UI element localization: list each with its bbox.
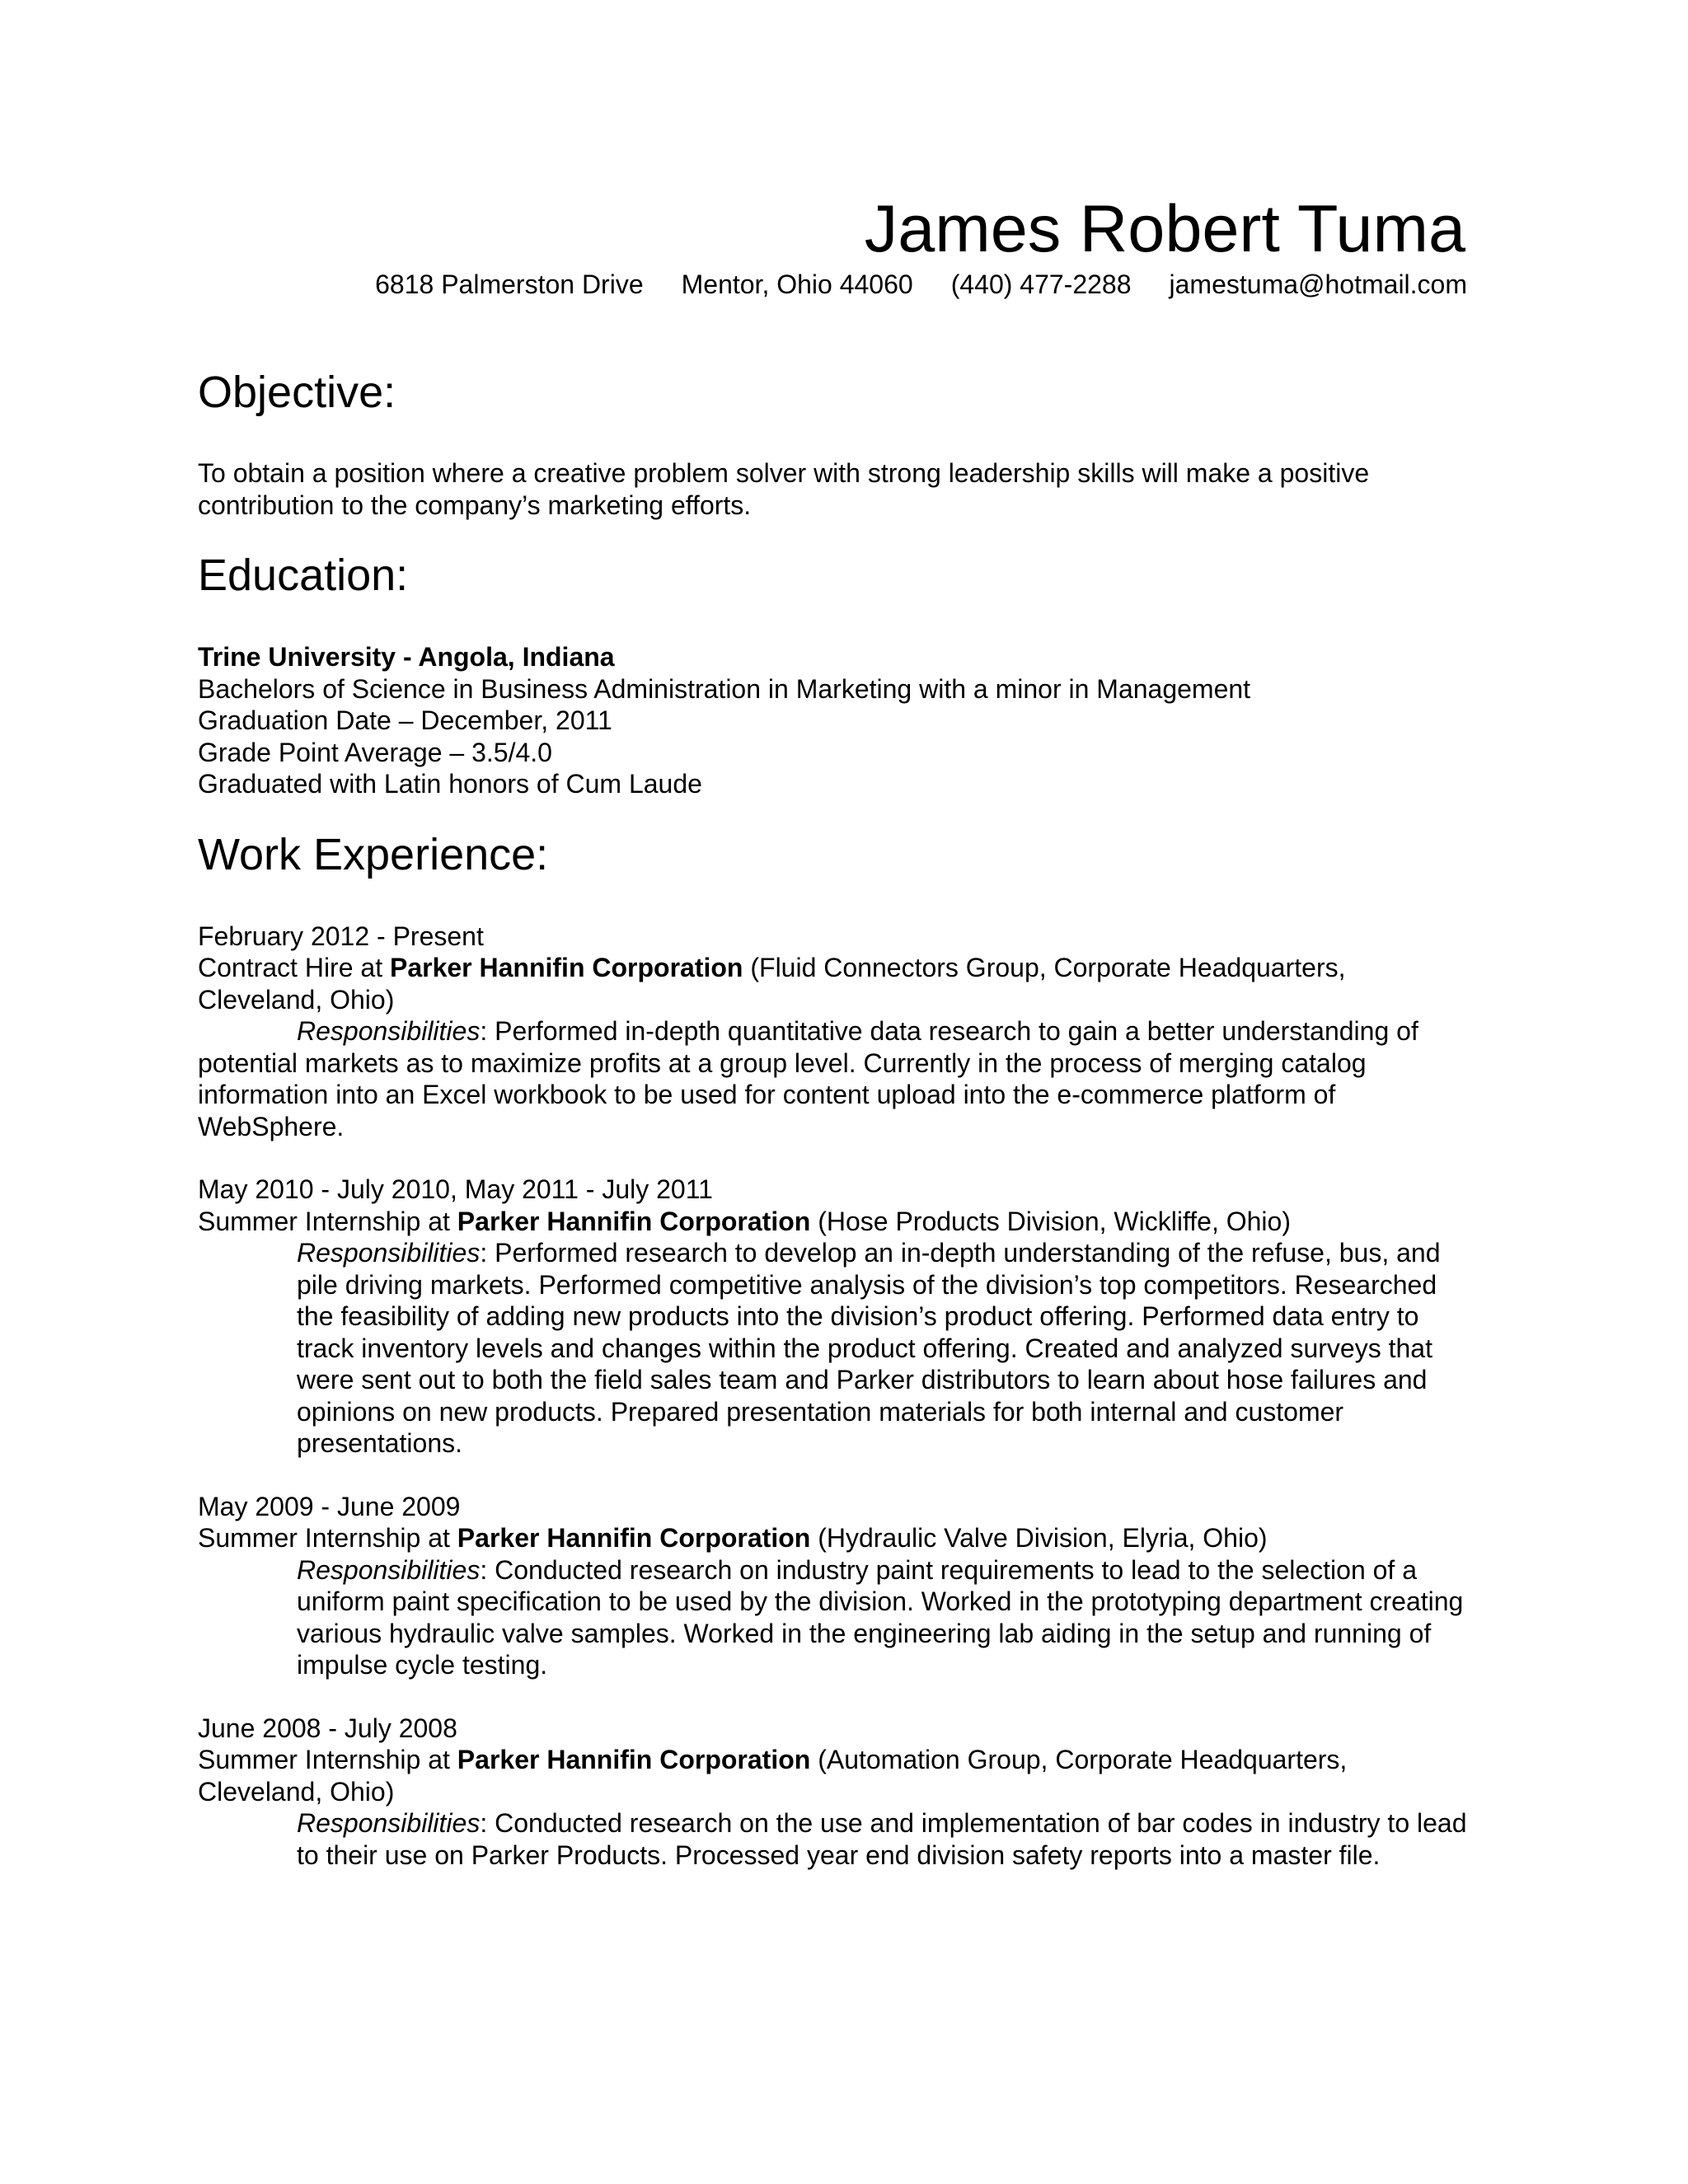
work-entry-company: Parker Hannifin Corporation — [389, 953, 743, 982]
work-entry — [198, 1174, 1467, 1460]
work-entry-role-prefix: Contract Hire at — [198, 953, 390, 982]
work-entry-role — [198, 1206, 1467, 1238]
work-entry-company: Parker Hannifin Corporation — [457, 1206, 811, 1236]
work-entry-company: Parker Hannifin Corporation — [457, 1745, 811, 1774]
responsibilities-text: : Conducted research on industry paint requirements to lead to the selection of a uniform paint specification to be used by the division. Worked in the prototyping department creating various hydraulic valve samples. Worked in the engineering lab aiding in the setup and running of impulse cycle testing. — [297, 1554, 1464, 1680]
work-entry-role — [198, 1522, 1467, 1554]
work-entry-details: (Automation Group, Corporate Headquarters, Cleveland, Ohio) — [198, 1745, 1348, 1807]
education-graduation-date: Graduation Date – December, 2011 — [198, 705, 612, 735]
work-entry — [198, 921, 1467, 1143]
work-entry-details: (Fluid Connectors Group, Corporate Headquarters, Cleveland, Ohio) — [198, 953, 1346, 1015]
work-entry — [198, 1491, 1467, 1681]
work-entry-role-prefix: Summer Internship at — [198, 1745, 457, 1774]
work-entry-responsibilities — [198, 1015, 1467, 1142]
responsibilities-label: Responsibilities — [297, 1016, 481, 1046]
work-entry-role — [198, 1744, 1467, 1807]
contact-email: jamestuma@hotmail.com — [1169, 269, 1467, 299]
responsibilities-label: Responsibilities — [297, 1238, 481, 1268]
work-entry-role-prefix: Summer Internship at — [198, 1206, 457, 1236]
education-section — [198, 549, 1467, 800]
work-entry-responsibilities — [198, 1807, 1467, 1871]
responsibilities-label: Responsibilities — [297, 1808, 481, 1838]
education-heading: Education: — [198, 551, 409, 600]
work-entry-company: Parker Hannifin Corporation — [457, 1523, 811, 1553]
objective-heading: Objective: — [198, 368, 396, 417]
work-entry — [198, 1713, 1467, 1872]
education-honors: Graduated with Latin honors of Cum Laude — [198, 769, 702, 799]
work-entry-dates: May 2010 - July 2010, May 2011 - July 2011 — [198, 1174, 713, 1204]
responsibilities-text: : Performed in-depth quantitative data research to gain a better understanding of potential markets as to maximize profits at a group level. Currently in the process of merging catalog information into an Excel workbook to be used for content upload into the e-commerce platform of WebSphere. — [198, 1016, 1418, 1141]
work-entries — [198, 921, 1467, 1872]
work-entry-dates: February 2012 - Present — [198, 921, 484, 951]
work-heading: Work Experience: — [198, 829, 549, 879]
education-degree: Bachelors of Science in Business Administration in Marketing with a minor in Management — [198, 673, 1251, 704]
contact-line — [198, 268, 1467, 301]
contact-street: 6818 Palmerston Drive — [375, 269, 644, 299]
resume-name: James Robert Tuma — [864, 192, 1465, 266]
work-entry-role — [198, 952, 1467, 1015]
work-entry-dates: May 2009 - June 2009 — [198, 1491, 461, 1521]
responsibilities-text: : Performed research to develop an in-depth understanding of the refuse, bus, and pile driving markets. Performed competitive analysis of the division’s top competitors. Researched the feasibility of adding new products into the division’s product offering. Performed data entry to track inventory levels and changes within the product offering. Created and analyzed surveys that were sent out to both the field sales team and Parker distributors to learn about hose failures and opinions on new products. Prepared presentation materials for both internal and customer presentations. — [297, 1238, 1441, 1458]
work-entry-role-prefix: Summer Internship at — [198, 1523, 457, 1553]
contact-phone: (440) 477-2288 — [950, 269, 1132, 299]
objective-text: To obtain a position where a creative problem solver with strong leadership skills will make a positive contribution to the company’s marketing efforts. — [198, 458, 1370, 520]
resume-page — [198, 192, 1467, 1871]
education-school: Trine University - Angola, Indiana — [198, 642, 615, 672]
work-entry-details: (Hydraulic Valve Division, Elyria, Ohio) — [810, 1523, 1268, 1553]
work-section — [198, 828, 1467, 1872]
work-entry-responsibilities — [198, 1554, 1467, 1681]
contact-city: Mentor, Ohio 44060 — [681, 269, 913, 299]
objective-section — [198, 366, 1467, 521]
work-entry-details: (Hose Products Division, Wickliffe, Ohio) — [810, 1206, 1291, 1236]
responsibilities-label: Responsibilities — [297, 1554, 481, 1585]
education-gpa: Grade Point Average – 3.5/4.0 — [198, 737, 552, 767]
responsibilities-text: : Conducted research on the use and implementation of bar codes in industry to lead to their use on Parker Products. Processed year end division safety reports into a master file. — [297, 1808, 1467, 1870]
work-entry-responsibilities — [198, 1237, 1467, 1460]
education-details — [198, 641, 1467, 800]
work-entry-dates: June 2008 - July 2008 — [198, 1713, 457, 1743]
